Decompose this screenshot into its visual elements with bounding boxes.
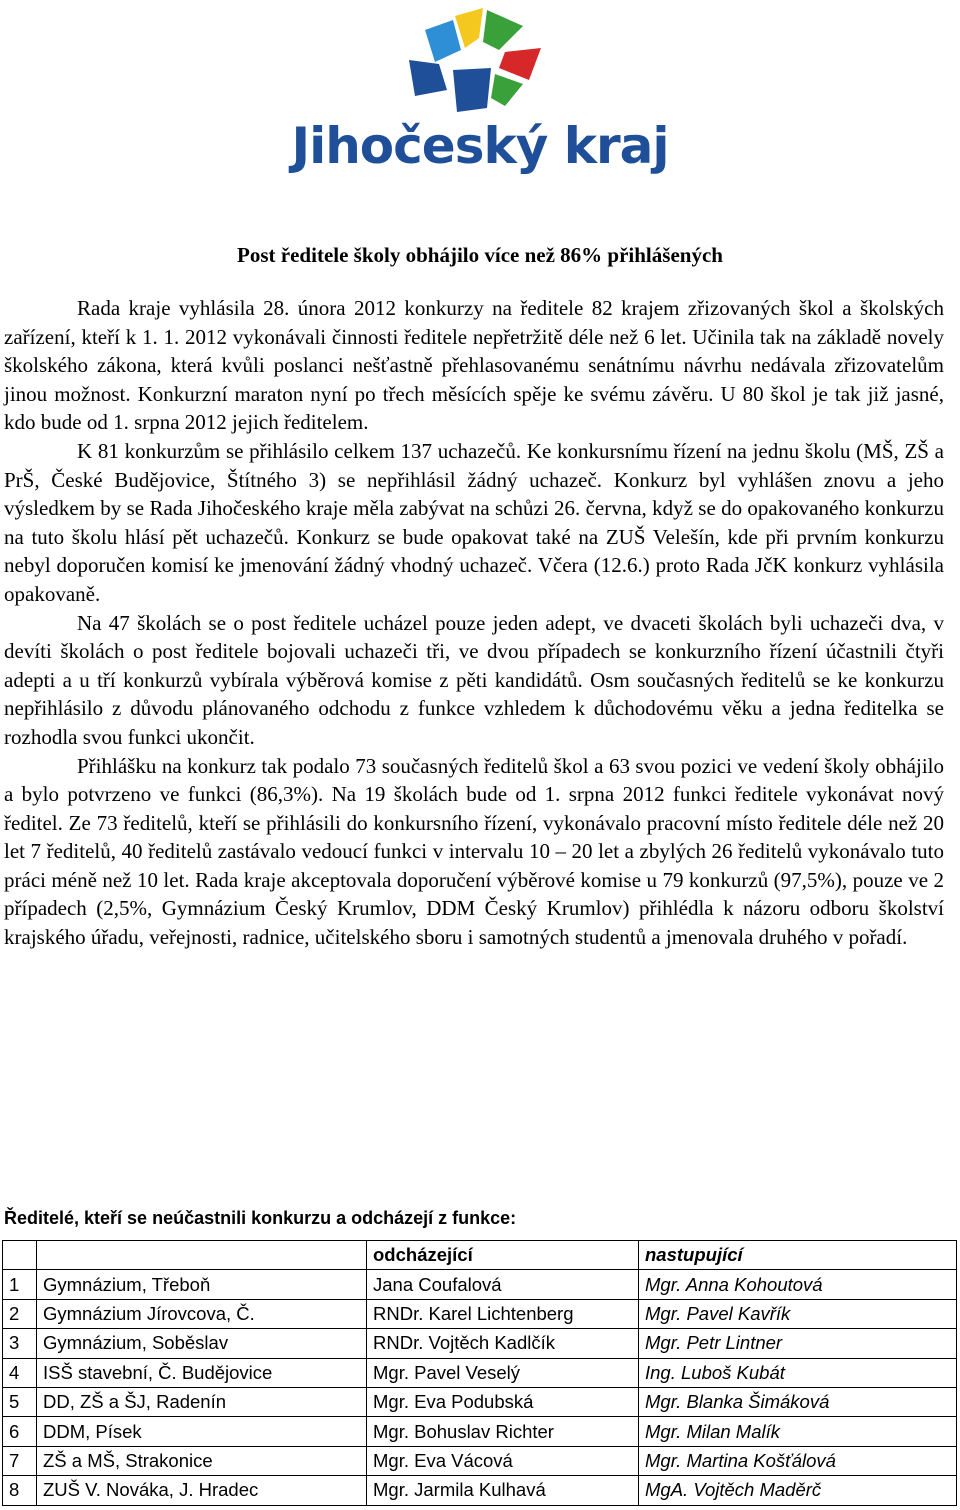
row-school: Gymnázium, Soběslav bbox=[37, 1329, 367, 1358]
table-title: Ředitelé, kteří se neúčastnili konkurzu a odcházejí z funkce: bbox=[4, 1208, 517, 1228]
row-incoming: Mgr. Pavel Kavřík bbox=[639, 1299, 957, 1328]
directors-table bbox=[2, 1240, 957, 1506]
emblem-blue-ray-left bbox=[409, 60, 447, 96]
row-incoming: Mgr. Petr Lintner bbox=[639, 1329, 957, 1358]
row-school: DD, ZŠ a ŠJ, Radenín bbox=[37, 1387, 367, 1416]
table-row bbox=[3, 1417, 957, 1446]
row-number: 7 bbox=[3, 1446, 37, 1475]
row-number: 1 bbox=[3, 1270, 37, 1299]
emblem-center bbox=[461, 48, 481, 68]
row-incoming: Ing. Luboš Kubát bbox=[639, 1358, 957, 1387]
jihocesky-kraj-logo bbox=[270, 8, 690, 178]
emblem-yellow-ray bbox=[455, 8, 483, 48]
article-body bbox=[4, 294, 944, 952]
article-paragraph: K 81 konkurzům se přihlásilo celkem 137 uchazečů. Ke konkursnímu řízení na jednu školu (MŠ, ZŠ a PrŠ, České Budějovice, Štítného 3) se nepřihlásil žádný uchazeč. Konkurz byl vyhlášen znovu a jeho výsledkem by se Rada Jihočeského kraje měla zabývat na schůzi 26. června, když se do opakovaného konkurzu na tuto školu hlásí pět uchazečů. Konkurz se bude opakovat také na ZUŠ Velešín, kde při prvním konkurzu nebyl doporučen komisí ke jmenování žádný vhodný uchazeč. Včera (12.6.) proto Rada JčK konkurz vyhlásila opakovaně. bbox=[4, 438, 944, 606]
row-outgoing: Jana Coufalová bbox=[367, 1270, 639, 1299]
row-incoming: Mgr. Anna Kohoutová bbox=[639, 1270, 957, 1299]
row-school: Gymnázium Jírovcova, Č. bbox=[37, 1299, 367, 1328]
row-number: 6 bbox=[3, 1417, 37, 1446]
row-outgoing: Mgr. Jarmila Kulhavá bbox=[367, 1476, 639, 1505]
article-paragraph: Přihlášku na konkurz tak podalo 73 současných ředitelů škol a 63 svou pozici ve vedení školy obhájilo a bylo potvrzeno ve funkci (86,3%). Na 19 školách bude od 1. srpna 2012 funkci ředitele vykonávat nový ředitel. Ze 73 ředitelů, kteří se přihlásili do konkursního řízení, vykonávalo pracovní místo ředitele déle než 20 let 7 ředitelů, 40 ředitelů zastávalo vedoucí funkci v intervalu 10 – 20 let a zbylých 26 ředitelů vykonávalo tuto práci méně než 10 let. Rada kraje akceptovala doporučení výběrové komise u 79 konkurzů (97,5%), pouze ve 2 případech (2,5%, Gymnázium Český Krumlov, DDM Český Krumlov) přihlédla k názoru odboru školství krajského úřadu, veřejnosti, radnice, učitelského sboru i samotných studentů a jmenovala druhého v pořadí. bbox=[4, 753, 944, 950]
emblem-green-ray-small bbox=[491, 74, 523, 106]
row-number: 8 bbox=[3, 1476, 37, 1505]
region-emblem-icon bbox=[395, 8, 545, 113]
header-incoming: nastupující bbox=[639, 1241, 957, 1270]
row-outgoing: RNDr. Karel Lichtenberg bbox=[367, 1299, 639, 1328]
table-row bbox=[3, 1446, 957, 1475]
header-school bbox=[37, 1241, 367, 1270]
row-school: ZŠ a MŠ, Strakonice bbox=[37, 1446, 367, 1475]
article-headline: Post ředitele školy obhájilo více než 86% přihlášených bbox=[237, 243, 723, 267]
emblem-red-ray bbox=[499, 48, 541, 80]
row-incoming: MgA. Vojtěch Maděrč bbox=[639, 1476, 957, 1505]
row-school: Gymnázium, Třeboň bbox=[37, 1270, 367, 1299]
article-paragraph: Na 47 školách se o post ředitele ucházel pouze jeden adept, ve dvaceti školách byli uchazeči dva, v devíti školách o post ředitele bojovali uchazeči tři, ve dvou případech se konkurzního řízení účastnili čtyři adepti a u tří konkurzů vybírala výběrová komise z pěti kandidátů. Osm současných ředitelů se ke konkurzu nepřihlásilo z důvodu plánovaného odchodu z funkce vzhledem k důchodovému věku a jedna ředitelka se rozhodla svou funkci ukončit. bbox=[4, 610, 944, 749]
header-outgoing: odcházející bbox=[367, 1241, 639, 1270]
table-row bbox=[3, 1299, 957, 1328]
row-number: 2 bbox=[3, 1299, 37, 1328]
row-school: ZUŠ V. Nováka, J. Hradec bbox=[37, 1476, 367, 1505]
row-incoming: Mgr. Milan Malík bbox=[639, 1417, 957, 1446]
header-number bbox=[3, 1241, 37, 1270]
row-incoming: Mgr. Blanka Šimáková bbox=[639, 1387, 957, 1416]
article-paragraph: Rada kraje vyhlásila 28. února 2012 konkurzy na ředitele 82 krajem zřizovaných škol a školských zařízení, kteří k 1. 1. 2012 vykonávali činnosti ředitele nepřetržitě déle než 6 let. Učinila tak na základě novely školského zákona, která kvůli poslanci nešťastně přehlasovanému senátnímu návrhu nedávala zřizovatelům jinou možnost. Konkurzní maraton nyní po třech měsících spěje ke svému závěru. U 80 škol je tak již jasné, kdo bude od 1. srpna 2012 jejich ředitelem. bbox=[4, 296, 944, 435]
row-incoming: Mgr. Martina Košťálová bbox=[639, 1446, 957, 1475]
table-header-row bbox=[3, 1241, 957, 1270]
row-outgoing: RNDr. Vojtěch Kadlčík bbox=[367, 1329, 639, 1358]
logo-wordmark: Jihočeský kraj bbox=[291, 117, 669, 175]
table-row bbox=[3, 1476, 957, 1505]
row-outgoing: Mgr. Bohuslav Richter bbox=[367, 1417, 639, 1446]
row-outgoing: Mgr. Pavel Veselý bbox=[367, 1358, 639, 1387]
row-outgoing: Mgr. Eva Podubská bbox=[367, 1387, 639, 1416]
row-number: 3 bbox=[3, 1329, 37, 1358]
row-number: 4 bbox=[3, 1358, 37, 1387]
row-outgoing: Mgr. Eva Vácová bbox=[367, 1446, 639, 1475]
table-row bbox=[3, 1329, 957, 1358]
row-school: DDM, Písek bbox=[37, 1417, 367, 1446]
table-row bbox=[3, 1358, 957, 1387]
emblem-lightblue-ray bbox=[425, 20, 461, 62]
emblem-green-ray bbox=[483, 10, 523, 50]
table-row bbox=[3, 1387, 957, 1416]
row-number: 5 bbox=[3, 1387, 37, 1416]
emblem-blue-ray-bottom bbox=[453, 68, 491, 112]
row-school: ISŠ stavební, Č. Budějovice bbox=[37, 1358, 367, 1387]
table-row bbox=[3, 1270, 957, 1299]
